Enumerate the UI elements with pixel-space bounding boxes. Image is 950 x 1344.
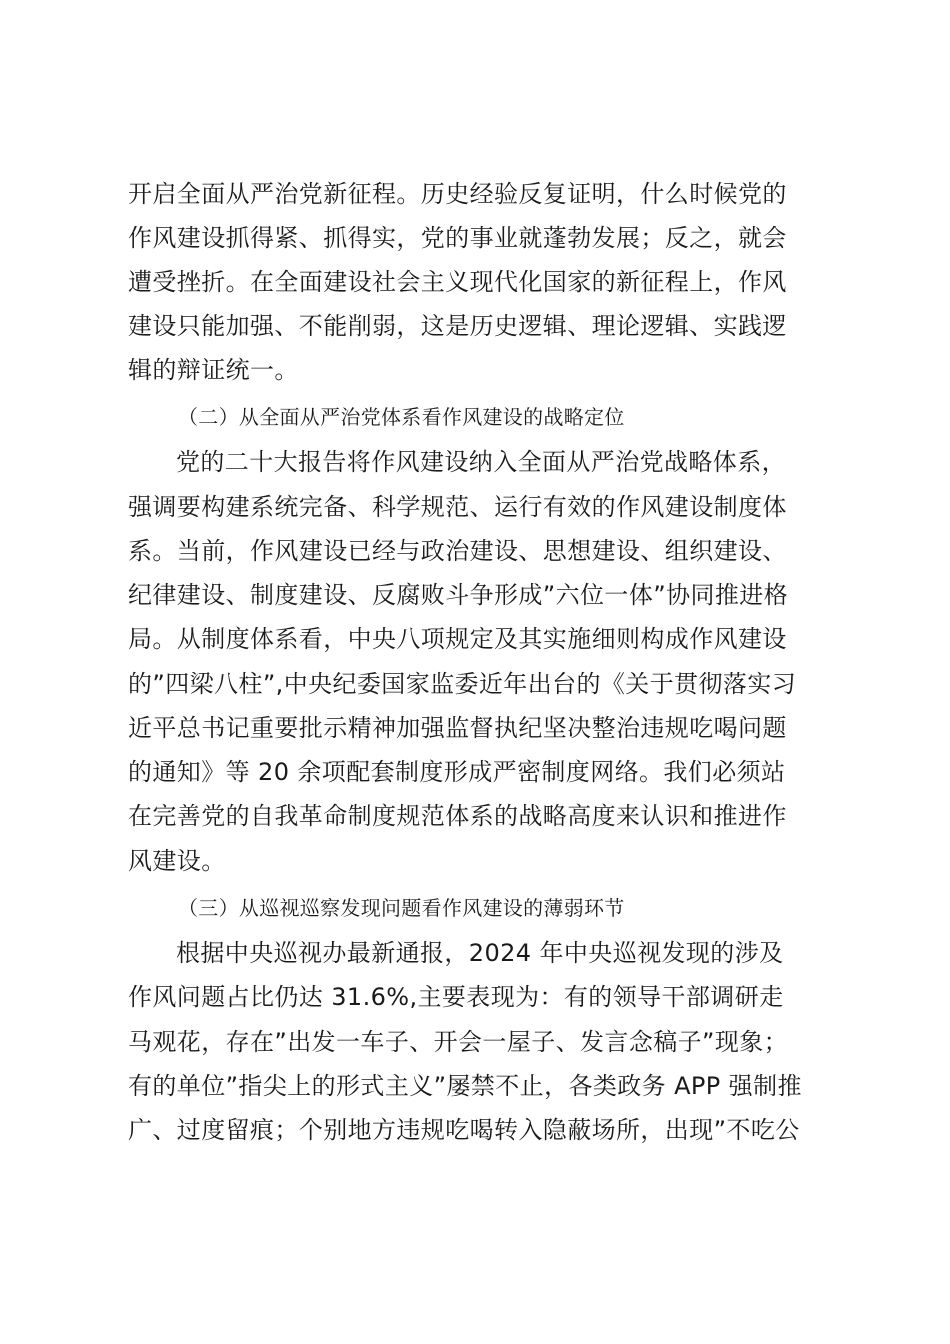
paragraph-2-line: 党的二十大报告将作风建设纳入全面从严治党战略体系， bbox=[176, 448, 786, 476]
paragraph-2-line: 的通知》等 20 余项配套制度形成严密制度网络。我们必须站 bbox=[128, 758, 786, 786]
paragraph-1-line: 辑的辩证统一。 bbox=[128, 356, 299, 384]
paragraph-3-line: 马观花，存在”出发一车子、开会一屋子、发言念稿子”现象； bbox=[128, 1028, 789, 1056]
paragraph-2-line: 系。当前，作风建设已经与政治建设、思想建设、组织建设、 bbox=[128, 537, 787, 565]
paragraph-2-line: 纪律建设、制度建设、反腐败斗争形成”六位一体”协同推进格 bbox=[128, 581, 789, 609]
paragraph-1-line: 作风建设抓得紧、抓得实，党的事业就蓬勃发展；反之，就会 bbox=[128, 224, 787, 252]
section-heading-3: （三）从巡视巡察发现问题看作风建设的薄弱环节 bbox=[178, 896, 625, 920]
paragraph-2-line: 在完善党的自我革命制度规范体系的战略高度来认识和推进作 bbox=[128, 802, 787, 830]
paragraph-2-line: 局。从制度体系看，中央八项规定及其实施细则构成作风建设 bbox=[128, 625, 787, 653]
paragraph-2-line: 的”四梁八柱”,中央纪委国家监委近年出台的《关于贯彻落实习 bbox=[128, 670, 797, 698]
section-heading-2: （二）从全面从严治党体系看作风建设的战略定位 bbox=[178, 405, 625, 429]
paragraph-1-line: 开启全面从严治党新征程。历史经验反复证明，什么时候党的 bbox=[128, 180, 787, 208]
paragraph-1-line: 建设只能加强、不能削弱，这是历史逻辑、理论逻辑、实践逻 bbox=[128, 312, 787, 340]
paragraph-3-line: 有的单位”指尖上的形式主义”屡禁不止，各类政务 APP 强制推 bbox=[128, 1072, 802, 1100]
paragraph-3-line: 根据中央巡视办最新通报，2024 年中央巡视发现的涉及 bbox=[176, 939, 784, 967]
paragraph-2-line: 强调要构建系统完备、科学规范、运行有效的作风建设制度体 bbox=[128, 493, 787, 521]
paragraph-3-line: 广、过度留痕；个别地方违规吃喝转入隐蔽场所，出现”不吃公 bbox=[128, 1116, 800, 1144]
paragraph-2-line: 风建设。 bbox=[128, 847, 226, 875]
paragraph-3-line: 作风问题占比仍达 31.6%,主要表现为：有的领导干部调研走 bbox=[128, 983, 784, 1011]
paragraph-2-line: 近平总书记重要批示精神加强监督执纪坚决整治违规吃喝问题 bbox=[128, 714, 787, 742]
paragraph-1-line: 遭受挫折。在全面建设社会主义现代化国家的新征程上，作风 bbox=[128, 268, 787, 296]
